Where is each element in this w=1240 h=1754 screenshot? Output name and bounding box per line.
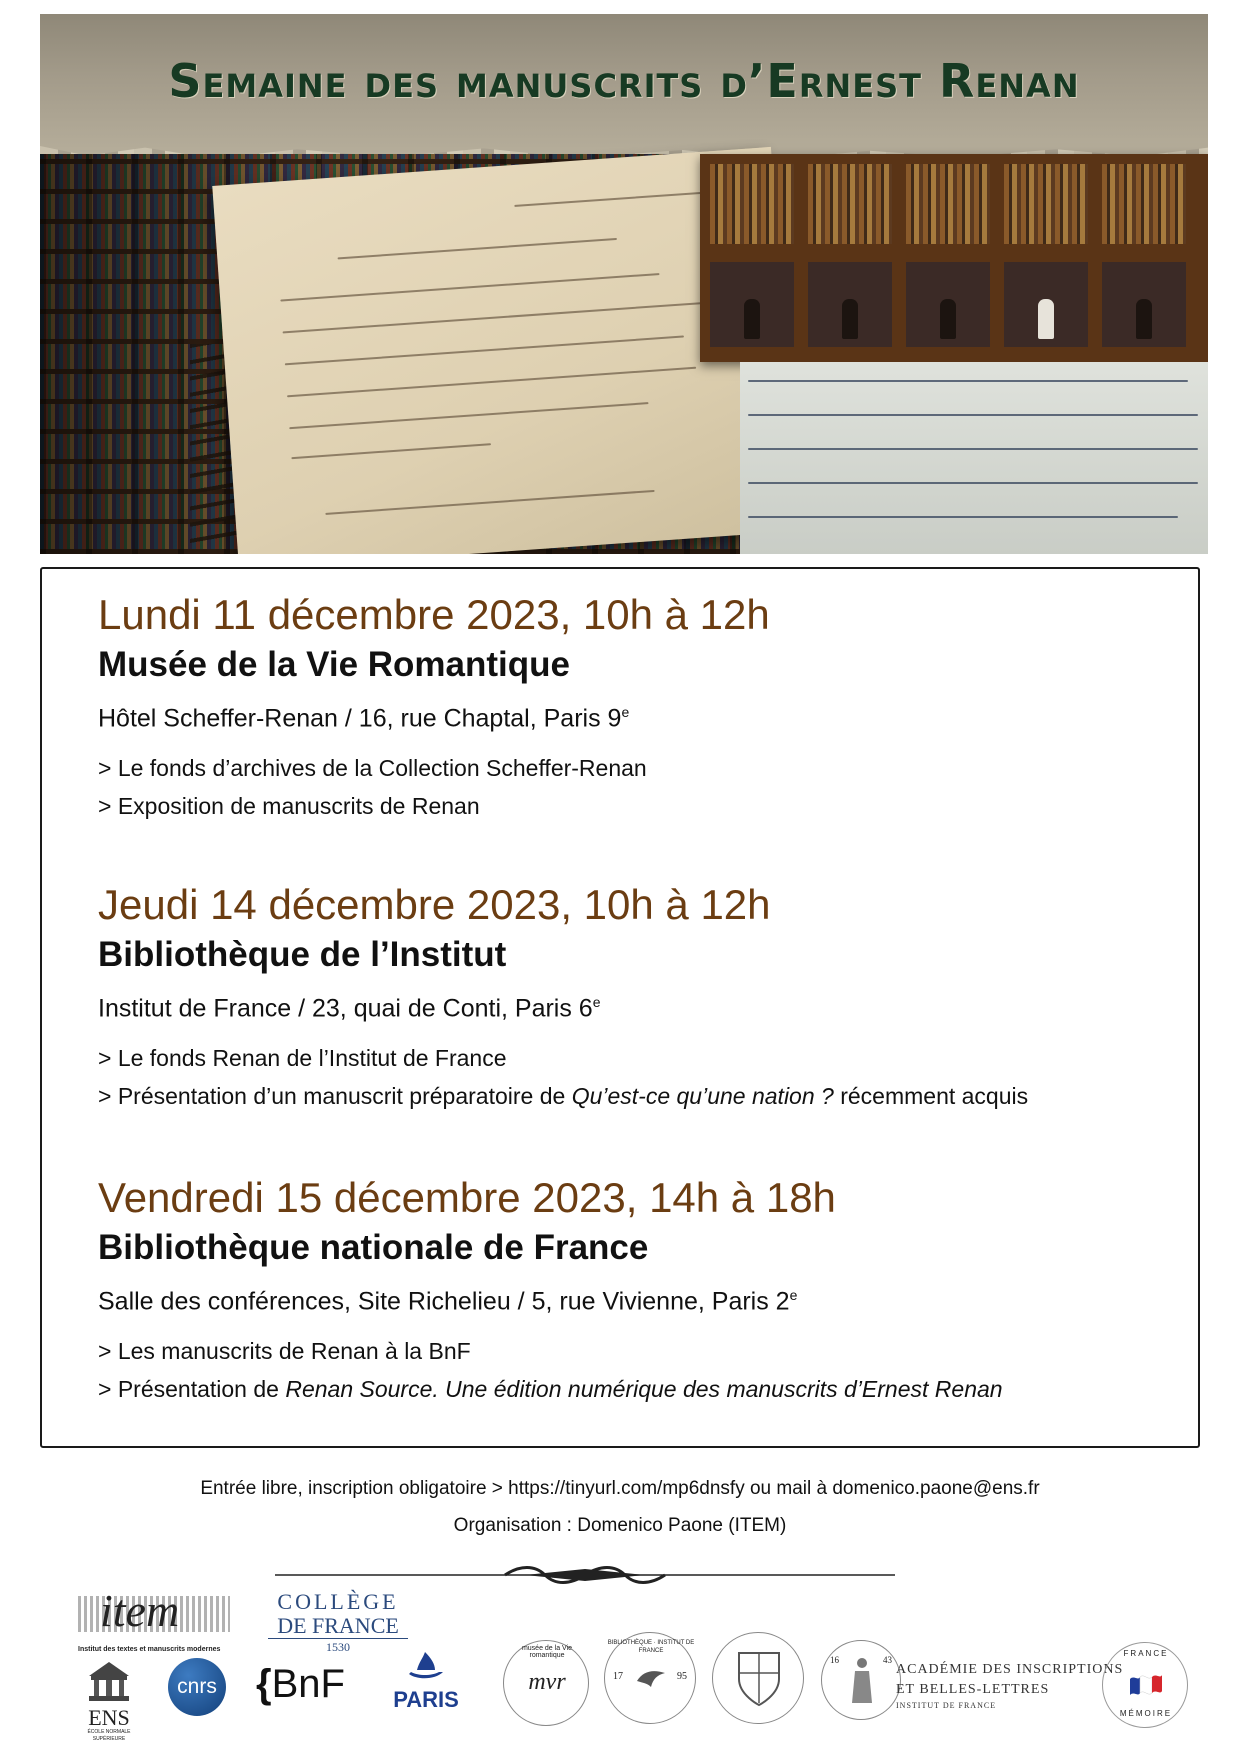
cnrs-text: cnrs	[177, 1675, 217, 1698]
list-item	[98, 1370, 1003, 1408]
mazarine-year-left: 16	[830, 1655, 839, 1665]
bnf-text: BnF	[271, 1662, 345, 1706]
program-box	[40, 567, 1200, 1448]
event-1	[98, 591, 770, 825]
academie-sub: INSTITUT DE FRANCE	[896, 1701, 997, 1710]
item-title-italic: Renan Source. Une édition numérique des manuscrits d’Ernest Renan	[285, 1376, 1003, 1403]
ens-building-icon	[85, 1658, 133, 1702]
item-logo-subtitle: Institut des textes et manuscrits modernes	[78, 1646, 221, 1653]
statuette-icon	[842, 299, 858, 339]
address-superscript: e	[621, 704, 630, 720]
coat-of-arms-logo	[712, 1632, 804, 1724]
display-cabinet-photo	[700, 154, 1208, 362]
mvr-ring-text: musée de la Vie romantique	[521, 1645, 573, 1659]
tricolor-flag-icon	[1128, 1673, 1164, 1697]
event-date: Lundi 11 décembre 2023, 10h à 12h	[98, 591, 770, 638]
event-venue: Bibliothèque nationale de France	[98, 1228, 649, 1267]
registration-info: Entrée libre, inscription obligatoire > https://tinyurl.com/mp6dnsfy ou mail à domenico.paone@ens.fr	[200, 1478, 1040, 1499]
event-venue: Bibliothèque de l’Institut	[98, 935, 507, 974]
catalogue-numbers-image	[740, 362, 1208, 554]
mazarine-year-right: 43	[883, 1655, 892, 1665]
france-memoire-top: FRANCE	[1123, 1649, 1169, 1658]
bib-ring-text: BIBLIOTHÈQUE · INSTITUT DE FRANCE	[607, 1640, 695, 1654]
academie-line2: ET BELLES-LETTRES	[896, 1682, 1050, 1697]
address-superscript: e	[789, 1287, 798, 1303]
france-memoire-bottom: MÉMOIRE	[1119, 1709, 1173, 1718]
event-address	[98, 1278, 1003, 1318]
address-text: Institut de France / 23, quai de Conti, Paris 6	[98, 994, 593, 1023]
college-line1: COLLÈGE	[277, 1589, 399, 1614]
statuette-icon	[1136, 299, 1152, 339]
bib-year-right: 95	[677, 1671, 687, 1682]
list-item	[98, 1077, 1028, 1115]
paris-text: PARIS	[393, 1687, 459, 1712]
france-memoire-logo	[1102, 1642, 1188, 1728]
paris-ship-icon	[405, 1650, 447, 1684]
address-superscript: e	[592, 994, 601, 1010]
standing-figure-icon	[850, 1657, 874, 1707]
event-date: Vendredi 15 décembre 2023, 14h à 18h	[98, 1174, 836, 1221]
bnf-bracket-icon: {	[256, 1662, 272, 1706]
paris-logo	[386, 1650, 466, 1720]
event-address	[98, 985, 1028, 1025]
organisation-info: Organisation : Domenico Paone (ITEM)	[453, 1515, 787, 1536]
bib-year-left: 17	[613, 1671, 623, 1682]
item-text: > Présentation de	[98, 1376, 286, 1403]
item-logo-text: item	[100, 1585, 180, 1636]
address-text: Salle des conférences, Site Richelieu / 5, rue Vivienne, Paris 2	[98, 1287, 790, 1316]
ornamental-divider-icon	[275, 1565, 895, 1585]
event-3	[98, 1174, 1003, 1408]
event-address	[98, 695, 770, 735]
event-2	[98, 881, 1028, 1115]
list-item: > Les manuscrits de Renan à la BnF	[98, 1338, 471, 1365]
statuette-icon	[940, 299, 956, 339]
shield-icon	[735, 1649, 783, 1709]
mvr-mark: mvr	[528, 1669, 566, 1695]
header-banner	[40, 14, 1208, 554]
event-venue: Musée de la Vie Romantique	[98, 645, 570, 684]
event-date: Jeudi 14 décembre 2023, 10h à 12h	[98, 881, 771, 928]
bibliotheque-institut-logo	[604, 1632, 696, 1724]
bnf-logo	[256, 1662, 356, 1712]
item-title-italic: Qu’est-ce qu’une nation ?	[571, 1083, 834, 1110]
academie-line1: ACADÉMIE DES INSCRIPTIONS	[896, 1662, 1124, 1677]
bibliotheque-mazarine-logo	[821, 1640, 901, 1720]
item-text: récemment acquis	[833, 1083, 1029, 1110]
list-item: > Le fonds Renan de l’Institut de France	[98, 1045, 507, 1072]
musee-vie-romantique-logo	[503, 1640, 589, 1726]
academie-inscriptions-logo	[896, 1660, 1124, 1720]
event-items	[98, 749, 770, 825]
ens-name: ENS	[88, 1705, 130, 1730]
dove-icon	[635, 1663, 667, 1693]
list-item: > Le fonds d’archives de la Collection Scheffer-Renan	[98, 755, 647, 782]
statuette-icon	[744, 299, 760, 339]
item-text: > Présentation d’un manuscrit préparatoire de	[98, 1083, 572, 1110]
statuette-icon	[1038, 299, 1054, 339]
address-text: Hôtel Scheffer-Renan / 16, rue Chaptal, Paris 9	[98, 704, 622, 733]
poster-title: Semaine des manuscrits d’Ernest Renan	[168, 54, 1080, 108]
ens-logo	[78, 1658, 140, 1740]
event-items	[98, 1332, 1003, 1408]
cnrs-logo	[168, 1658, 226, 1716]
event-items	[98, 1039, 1028, 1115]
list-item: > Exposition de manuscrits de Renan	[98, 793, 480, 820]
college-year: 1530	[326, 1640, 350, 1654]
college-line2: DE FRANCE	[268, 1614, 408, 1639]
item-logo	[78, 1585, 230, 1660]
ens-subtitle: ÉCOLE NORMALE SUPÉRIEURE	[87, 1729, 131, 1742]
